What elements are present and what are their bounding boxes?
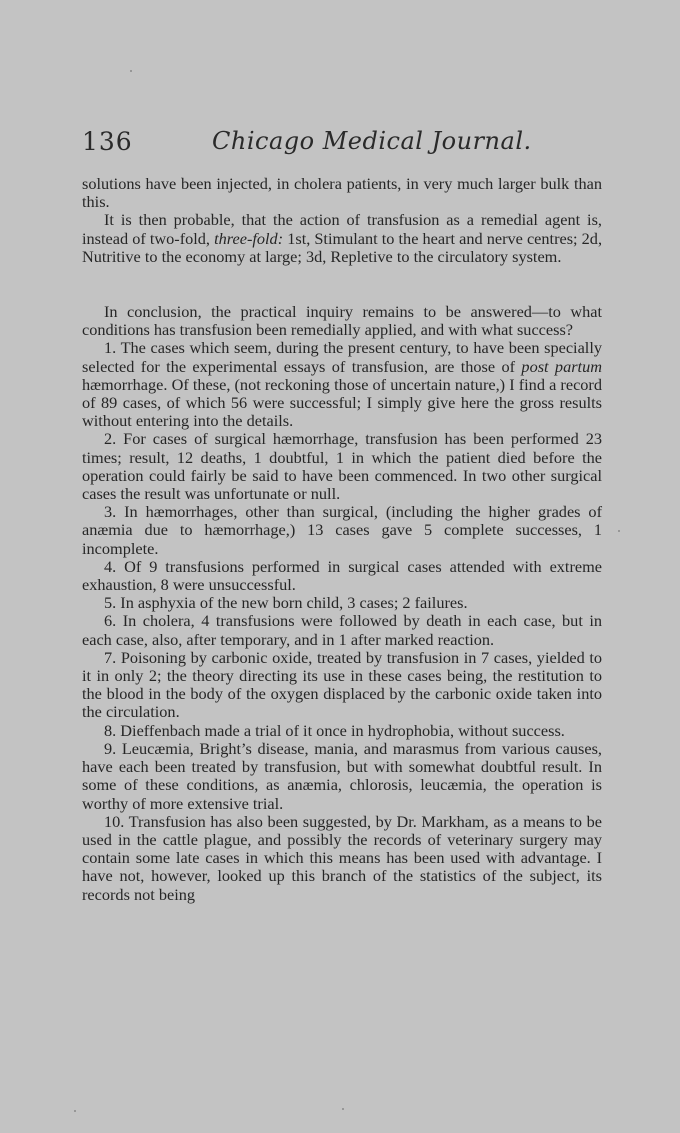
paragraph: 6. In cholera, 4 transfusions were followed by death in each case, but in each case, also, after temporary, and in 1 after marked reaction. [82,611,602,649]
paper-speck [74,1110,76,1112]
paragraph [82,339,602,430]
paragraph-text: 1. The cases which seem, during the present century, to have been specially selected for the experimental essays of transfusion, are those of [82,338,602,376]
paper-speck [342,1108,344,1110]
section-gap [82,266,602,303]
paragraph-text: hæmorrhage. Of these, (not reckoning those of uncertain nature,) I find a record of 89 cases, of which 56 were successful; I simply give here the gross results without entering into the details. [82,374,602,431]
page-number: 136 [82,127,133,156]
paragraph: 8. Dieffenbach made a trial of it once in hydrophobia, without success. [104,720,565,740]
paragraph: solutions have been injected, in cholera patients, in very much larger bulk than this. [82,174,602,212]
paragraph: 4. Of 9 transfusions performed in surgical cases attended with extreme exhaustion, 8 were unsuccessful. [82,556,602,595]
emphasis-text: post partum [521,356,602,376]
paragraph: 2. For cases of surgical hæmorrhage, transfusion has been performed 23 times; result, 12 deaths, 1 doubtful, 1 in which the patient died before the operation could fairly be said to have been commenced. In two other surgical cases the result was unfortunate or null. [82,429,602,504]
page-header [82,127,602,167]
paragraph: 7. Poisoning by carbonic oxide, treated by transfusion in 7 cases, yielded to it in only 2; the theory directing its use in these cases being, the restitution to the blood in the body of the oxygen displaced by the carbonic oxide taken into the circulation. [82,647,602,722]
body-text [82,175,602,904]
paper-speck [130,70,132,72]
running-title: Chicago Medical Journal. [212,127,532,155]
paragraph-text: 1st, Stimulant to the heart and nerve centres; 2d, Nutritive to the economy at large; 3d, Repletive to the circulatory system. [82,228,603,266]
paragraph: In conclusion, the practical inquiry remains to be answered—to what conditions has transfusion been remedially applied, and with what success? [82,302,602,340]
emphasis-text: three-fold: [214,228,284,248]
paragraph: 9. Leucæmia, Bright’s disease, mania, and marasmus from various causes, have each been treated by transfusion, but with somewhat doubtful result. In some of these conditions, as anæmia, chlorosis, leucæmia, the operation is worthy of more extensive trial. [82,738,602,813]
paragraph-text: It is then probable, that the action of transfusion as a remedial agent is, instead of two-fold, [82,210,602,248]
paper-speck [618,530,620,532]
paragraph: 10. Transfusion has also been suggested, by Dr. Markham, as a means to be used in the cattle plague, and possibly the records of veterinary surgery may contain some late cases in which this means has been used with advantage. I have not, however, looked up this branch of the statistics of the subject, its records not being [82,811,602,904]
paragraph [82,211,602,266]
paragraph: 5. In asphyxia of the new born child, 3 cases; 2 failures. [104,593,468,613]
paragraph: 3. In hæmorrhages, other than surgical, (including the higher grades of anæmia due to hæmorrhage,) 13 cases gave 5 complete successes, 1 incomplete. [82,502,602,558]
